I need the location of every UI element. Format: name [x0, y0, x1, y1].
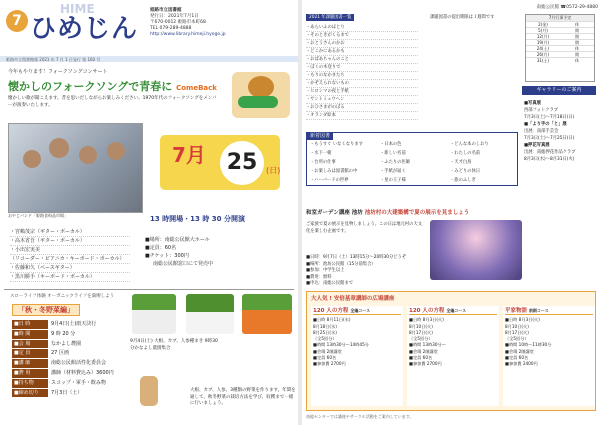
- calendar-date: 19(月): [536, 40, 550, 45]
- seminar-line: ■会場 2階講堂: [505, 348, 534, 354]
- harvest-key: ■定 員: [12, 349, 48, 358]
- new-books-row: [307, 149, 517, 158]
- calendar-row: [526, 45, 594, 51]
- person-icon: [79, 146, 97, 164]
- seminar-line: ■定員 60名: [313, 355, 337, 361]
- new-book-item: ・手紙が届く: [380, 169, 406, 174]
- seminar-section: [306, 291, 596, 411]
- new-book-item: ・ふたりの医師: [380, 160, 411, 165]
- concert-title: [8, 78, 217, 94]
- member-item: （リコーダー・ピアニカ・キーボード・ボーカル）: [10, 255, 130, 264]
- harvest-value: 9月4日(土)雨天決行: [51, 321, 97, 327]
- new-book-item: ・ハーバードの世界: [310, 178, 349, 183]
- new-book-item: ・水下一朝: [310, 151, 332, 156]
- museum-info-line: ■場所：池坊公民館（15分前集合）: [306, 261, 376, 267]
- seminar-line: ■日時 8月3日(火): [409, 317, 444, 323]
- new-book-item: ・わたしの名前: [450, 151, 481, 156]
- footnote: 南総センターでは講座やサークル活動をご案内しています。: [306, 414, 414, 419]
- new-books-row: [307, 158, 517, 167]
- seminar-line: 8月18日(水): [313, 323, 337, 329]
- seminar-line: 8月10日(火): [409, 323, 433, 329]
- calendar-row: [526, 57, 594, 63]
- harvest-label: スローライフ体験 オーガニックライフを満喫しよう: [10, 294, 115, 299]
- band-photo: [8, 123, 143, 213]
- harvest-value: 9 時 20 分: [51, 330, 76, 337]
- harvest-row: [12, 330, 124, 340]
- museum-heading-label: 和室ガーデン講座 池坊: [306, 210, 363, 216]
- gallery-line: 7月3日(土)～7月25日(日): [524, 136, 575, 141]
- harvest-note: 大根、カブ、人参、3種類の野菜を作ります。年間を通して、秋冬野菜の栽培方法を学び、収穫まで一緒に行いましょう。: [190, 388, 296, 406]
- member-item: ・佐藤和久（ベースギター）: [10, 264, 130, 273]
- header-line: TEL 079-289-4888: [150, 26, 192, 31]
- museum-description: ご家族で夏の展示を見物しましょう。この日は地元村の大文化を楽しむ企画です。: [306, 222, 423, 234]
- book-item: ・サントミュウヘン: [306, 96, 418, 104]
- seminar-line: （全5回分）: [409, 336, 433, 342]
- seminar-title-text: 120 人の方程: [313, 308, 349, 314]
- date-weekday: (日): [266, 166, 281, 175]
- seminar-line: ■参加費 2400円: [505, 361, 538, 367]
- header-line: 姫路市立図書館: [150, 8, 182, 13]
- museum-heading: [306, 208, 518, 216]
- divider: [4, 289, 294, 290]
- new-book-item: ・お楽しみは図書館の中: [310, 169, 358, 174]
- seminar-course: 前期コース: [528, 308, 549, 313]
- calendar-row: [526, 39, 594, 45]
- harvest-value: スコップ・軍手・飲み物: [51, 379, 106, 386]
- farmer-icon: [140, 376, 158, 406]
- calendar-date: 5(月): [538, 28, 548, 33]
- book-item: ・おとうさんのかお: [306, 40, 418, 48]
- book-item: ・あらいふのほとり: [306, 24, 418, 32]
- gallery-line: 出展：南部手芸会: [524, 129, 559, 134]
- member-item: ・小出宏実美: [10, 246, 130, 255]
- new-books-row: [307, 176, 517, 185]
- harvest-value: 7月3日（土）: [51, 389, 83, 396]
- new-book-item: ・日本の色: [380, 142, 402, 147]
- harvest-row: [12, 320, 124, 330]
- harvest-key: ■持ち物: [12, 379, 48, 388]
- calendar-row: [526, 21, 594, 27]
- member-item: ・黒川勝手（キーボード・ボーカル）: [10, 273, 130, 282]
- date-day: 25: [220, 141, 264, 185]
- person-icon: [23, 150, 41, 168]
- new-book-item: ・台所の仕事: [310, 160, 336, 165]
- gallery-list: [524, 100, 596, 163]
- concert-times: 13 時開場・13 時 30 分開演: [150, 215, 245, 223]
- seminar-line: ■時間 13時30分～: [409, 342, 446, 348]
- guitar-icon: [238, 96, 278, 108]
- harvest-row: [12, 349, 124, 359]
- calendar-status: 休: [575, 22, 579, 27]
- harvest-key: ■締め切り: [12, 389, 48, 398]
- seminar-title-text: 120 人の方程: [409, 308, 445, 314]
- seminar-line: （全5回分）: [505, 336, 529, 342]
- daikon-photo: [186, 294, 234, 334]
- seminar-line: ■参加費 2700円: [409, 361, 442, 367]
- header-line[interactable]: http://www.library.himeji.hyogo.jp: [150, 32, 226, 37]
- gallery-line: 西部フォトクラブ: [524, 108, 559, 113]
- book-item: ・おひさまがのぼる: [306, 104, 418, 112]
- calendar-date: 31(土): [536, 58, 550, 63]
- seminar-line: ■時間 13時30分～14時45分: [313, 342, 369, 348]
- seminar-course: 全編コース: [350, 308, 371, 313]
- harvest-row: [12, 359, 124, 369]
- harvest-row: [12, 369, 124, 379]
- event-info-line: ■チケット：300円: [145, 253, 189, 259]
- event-info-line: 南総公民館窓口にて発売中: [153, 261, 214, 267]
- carrot-photo: [242, 294, 292, 334]
- new-books-row: [307, 167, 517, 176]
- seminar-line: ■日時 8月3日(火): [505, 317, 540, 323]
- new-book-item: ・みどりの休日: [450, 169, 481, 174]
- new-book-item: ・天才白鳥: [450, 160, 472, 165]
- calendar-status: 開: [575, 52, 579, 57]
- new-book-item: ・旅のふしぎ: [450, 178, 476, 183]
- new-books: [306, 132, 518, 186]
- harvest-row: [12, 340, 124, 350]
- event-info: [145, 236, 295, 268]
- harvest-title: 「秋・冬野菜編」: [12, 304, 80, 316]
- seminar-box: [311, 306, 403, 406]
- harvest-value: なかよし農園: [51, 340, 82, 347]
- calendar-date: 2(金): [538, 22, 548, 27]
- book-item: ・もりのなかまたち: [306, 72, 418, 80]
- calendar-status: 開: [575, 40, 579, 45]
- planetarium-photo: [430, 220, 522, 280]
- header-line: 発行日：2021年7月1日: [150, 14, 199, 19]
- calendar-date: 26(月): [536, 52, 550, 57]
- right-header: 南総公民館 ☎0572-29-4880: [536, 5, 598, 10]
- new-book-item: ・もうすぐ いなくなります: [310, 142, 363, 147]
- header-info: [150, 8, 285, 38]
- book-item: ・どこかにあるかも: [306, 48, 418, 56]
- seminar-line: ■会場 2階講堂: [409, 348, 438, 354]
- calendar-row: [526, 27, 594, 33]
- new-books-title: 新着図書: [307, 133, 333, 140]
- gallery-line: ■押花写真展: [524, 143, 550, 148]
- gallery-line: ■「より手の「と」展: [524, 122, 567, 127]
- seminar-heading: 大人気 ! 安倍基章講師の広場講座: [311, 296, 395, 302]
- library-note: 課題図書の提出期限は１週間です: [430, 15, 495, 20]
- seminar-box: [503, 306, 595, 406]
- logo-ghost-text: HIME: [60, 2, 95, 16]
- seminar-line: 8月10日(火): [505, 323, 529, 329]
- seminar-line: 8月17日(火): [505, 329, 529, 335]
- event-info-line: ■場所：南総公民館大ホール: [145, 237, 210, 243]
- left-page: [0, 0, 298, 425]
- book-item: ・ヒロシマの夜と手紙: [306, 88, 418, 96]
- book-item: ・オランダ絵本: [306, 112, 418, 120]
- seminar-course: 全編コース: [446, 308, 467, 313]
- gallery-line: 7月3日(土)～7月18日(日): [524, 115, 575, 120]
- harvest-row: [12, 389, 124, 399]
- seminar-line: ■時間 10時～11時30分: [505, 342, 552, 348]
- person-icon: [107, 142, 125, 160]
- harvest-details: [12, 320, 124, 398]
- calendar-status: 開: [575, 28, 579, 33]
- seminar-title: [409, 308, 497, 315]
- cabbage-photo: [132, 294, 176, 334]
- concert-description: 懐かしい歌が聞こえます。昔を思いだしながらお楽しみください。1970年代のフォークソングをメンバーが演奏いたします。: [8, 96, 217, 108]
- harvest-value: 27 区画: [51, 350, 69, 357]
- issue-line: 姫路市立図書館報 2021 年 7 月 1 日発行 第 160 号: [6, 57, 101, 62]
- header-line: 〒670-0012 姫路市本町68: [150, 20, 206, 25]
- seminar-line: ■定員 60名: [409, 355, 433, 361]
- event-info-line: ■定員：60名: [145, 245, 177, 251]
- concert-date: [160, 135, 280, 190]
- calendar-header: 7月行事予定: [526, 15, 594, 21]
- newsletter-logo: ひめじん: [30, 14, 139, 44]
- seminar-title: [313, 308, 401, 315]
- gallery-line: 出展：南総押花作品クラブ: [524, 150, 576, 155]
- calendar-row: [526, 33, 594, 39]
- gallery-line: ■写真展: [524, 101, 541, 106]
- calendar-date: 12(月): [536, 34, 550, 39]
- member-item: ・高木省吾（ギター・ボーカル）: [10, 237, 130, 246]
- harvest-key: ■費 用: [12, 369, 48, 378]
- gallery-line: 8月3日(水)～8月31日(火): [524, 157, 575, 162]
- museum-info-line: ■参加：中学生以上: [306, 268, 345, 273]
- book-item: ・おばあちゃんのこと: [306, 56, 418, 64]
- member-item: ・宮嶋茂宗（ギター・ボーカル）: [10, 228, 130, 237]
- concert-title-jp: 懐かしのフォークソングで青春に: [8, 80, 173, 93]
- museum-info-line: ■日時：9月7日（土）13時15分～20時30分どうぞ: [306, 255, 407, 260]
- harvest-key: ■講 師: [12, 359, 48, 368]
- seminar-box: [407, 306, 499, 406]
- calendar-status: 休: [575, 46, 579, 51]
- seminar-line: ■定員 60名: [505, 355, 529, 361]
- seminar-title-text: 平家物語: [505, 308, 528, 314]
- seminar-line: ■日時 8月11日(水): [313, 317, 351, 323]
- harvest-schedule: 9月4日(土) 大根、カブ、人参種まき 9時30分かなよし農園集合: [130, 339, 218, 351]
- concert-title-en: ComeBack: [176, 84, 217, 92]
- seminar-line: 8月25日(水): [313, 329, 337, 335]
- dog-guitar-illustration: [232, 72, 290, 118]
- museum-info-line: ■申込：南総公民館まで: [306, 281, 354, 286]
- book-item: ・ぼくの木登りで: [306, 64, 418, 72]
- calendar-date: 24(土): [536, 46, 550, 51]
- calendar-status: 休: [575, 58, 579, 63]
- seminar-title: [505, 308, 593, 315]
- new-book-item: ・新しい名前: [380, 151, 406, 156]
- books-list: [306, 14, 418, 120]
- event-calendar: [525, 14, 595, 82]
- book-item: ・そのときがくるまで: [306, 32, 418, 40]
- calendar-row: [526, 51, 594, 57]
- harvest-value: 講師（材料費込み）3600円: [51, 369, 114, 376]
- person-icon: [49, 138, 69, 158]
- museum-heading-main: 池坊村の大建築構で夏の展示を見ましょう: [364, 210, 470, 216]
- museum-info: [306, 255, 426, 288]
- date-month: 7月: [172, 143, 206, 167]
- harvest-key: ■会 場: [12, 340, 48, 349]
- seminar-line: （全5回分）: [313, 336, 337, 342]
- concert-label: 今年もやります！フォークソングコンサート: [8, 69, 108, 75]
- seminar-line: ■参加費 2700円: [313, 361, 346, 367]
- harvest-key: ■時 間: [12, 330, 48, 339]
- new-books-row: [307, 140, 517, 149]
- calendar-status: 開: [575, 34, 579, 39]
- seminar-line: ■会場 2階講堂: [313, 348, 342, 354]
- new-book-item: ・どんな本のしおり: [450, 142, 489, 147]
- band-members: [10, 228, 130, 282]
- harvest-value: 南総公民館活性化委員会: [51, 360, 107, 367]
- gallery-title: ギャラリーのご案内: [522, 86, 596, 95]
- seminar-line: 8月17日(火): [409, 329, 433, 335]
- harvest-key: ■日 時: [12, 320, 48, 329]
- dog-face-icon: [248, 76, 274, 98]
- harvest-row: [12, 379, 124, 389]
- photo-caption: おやじバンド「姫路食料品市場」: [8, 213, 68, 218]
- museum-info-line: ■費用：無料: [306, 274, 332, 280]
- new-book-item: ・星の王子様: [380, 178, 406, 183]
- issue-number-badge: 7: [6, 10, 28, 32]
- books-title: 2021 年課題図書一覧: [306, 14, 354, 21]
- book-item: ・かぞえられないもの: [306, 80, 418, 88]
